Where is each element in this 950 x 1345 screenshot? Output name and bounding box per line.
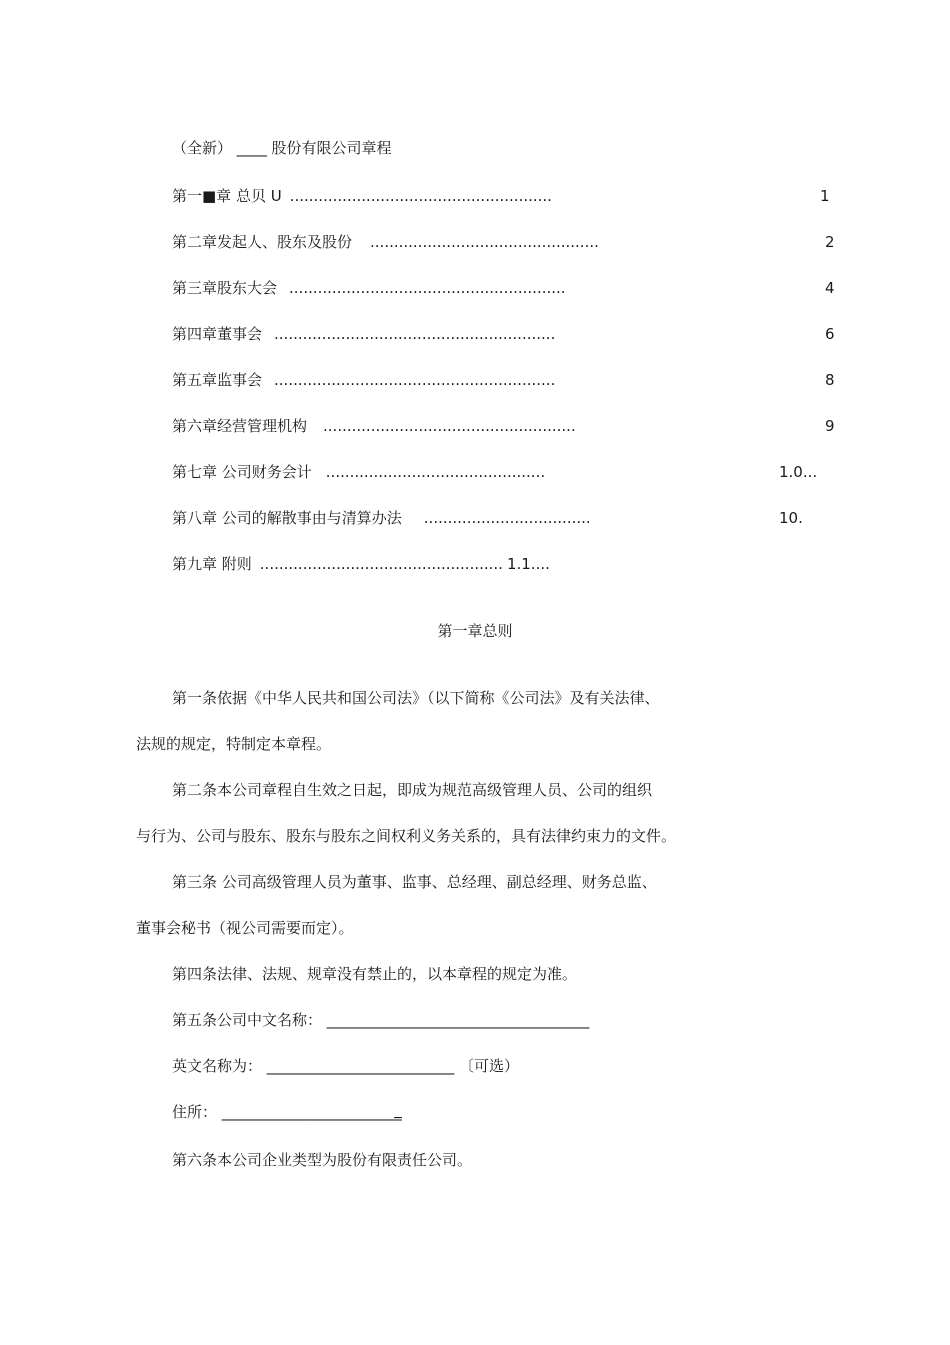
article-3-line-2: 董事会秘书（视公司需要而定）。 bbox=[136, 919, 354, 937]
toc-leader: ................................................... bbox=[259, 555, 503, 573]
article-1-line-1: 第一条依据《中华人民共和国公司法》（以下简称《公司法》及有关法律、 bbox=[172, 689, 660, 707]
article-5-address: 住所： _______________________‗ bbox=[172, 1103, 402, 1121]
article-2-line-1: 第二条本公司章程自生效之日起，即成为规范高级管理人员、公司的组织 bbox=[172, 781, 653, 799]
toc-label: 第五章监事会 bbox=[172, 371, 263, 389]
toc-label: 第二章发起人、股东及股份 bbox=[172, 233, 353, 251]
toc-entry bbox=[172, 324, 555, 344]
toc-entry bbox=[172, 370, 555, 390]
toc-entry bbox=[172, 416, 576, 436]
toc-label: 第九章 附则 bbox=[172, 555, 252, 573]
toc-leader: ....................................................... bbox=[289, 187, 552, 205]
toc-leader: ........................................................... bbox=[274, 371, 556, 389]
toc-page: 1.1.... bbox=[506, 555, 550, 573]
toc-page: 6 bbox=[825, 325, 835, 343]
toc-page: 10. bbox=[779, 509, 803, 527]
toc-page: 1.0... bbox=[779, 463, 818, 481]
article-1-line-2: 法规的规定，特制定本章程。 bbox=[136, 735, 332, 753]
toc-entry bbox=[172, 554, 550, 574]
article-3-line-1: 第三条 公司高级管理人员为董事、监事、总经理、副总经理、财务总监、 bbox=[172, 873, 657, 891]
toc-leader: ..................................................... bbox=[323, 417, 576, 435]
toc-entry bbox=[172, 508, 591, 528]
article-6: 第六条本公司企业类型为股份有限责任公司。 bbox=[172, 1151, 473, 1169]
toc-page: 4 bbox=[825, 279, 835, 297]
document-title: （全新） ____ 股份有限公司章程 bbox=[172, 139, 392, 157]
toc-label: 第一■章 总贝 U bbox=[172, 187, 282, 205]
toc-page: 1 bbox=[820, 187, 830, 205]
article-2-line-2: 与行为、公司与股东、股东与股东之间权利义务关系的，具有法律约束力的文件。 bbox=[136, 827, 677, 845]
toc-entry bbox=[172, 186, 552, 206]
article-5-english-name: 英文名称为： _________________________ 〔可选） bbox=[172, 1057, 520, 1075]
toc-leader: ........................................................... bbox=[274, 325, 556, 343]
toc-leader: ................................... bbox=[423, 509, 591, 527]
toc-page: 2 bbox=[825, 233, 835, 251]
toc-page: 8 bbox=[825, 371, 835, 389]
toc-leader: ................................................ bbox=[370, 233, 599, 251]
article-4: 第四条法律、法规、规章没有禁止的，以本章程的规定为准。 bbox=[172, 965, 578, 983]
chapter-heading: 第一章总则 bbox=[437, 622, 513, 640]
toc-entry bbox=[172, 278, 566, 298]
toc-page: 9 bbox=[825, 417, 835, 435]
toc-entry bbox=[172, 232, 599, 252]
toc-leader: .......................................................... bbox=[289, 279, 566, 297]
toc-label: 第六章经营管理机构 bbox=[172, 417, 308, 435]
toc-label: 第八章 公司的解散事由与清算办法 bbox=[172, 509, 402, 527]
toc-entry bbox=[172, 462, 545, 482]
toc-leader: .............................................. bbox=[325, 463, 546, 481]
toc-label: 第七章 公司财务会计 bbox=[172, 463, 312, 481]
article-5-chinese-name: 第五条公司中文名称： ___________________________________ bbox=[172, 1011, 590, 1029]
toc-label: 第三章股东大会 bbox=[172, 279, 278, 297]
toc-label: 第四章董事会 bbox=[172, 325, 263, 343]
